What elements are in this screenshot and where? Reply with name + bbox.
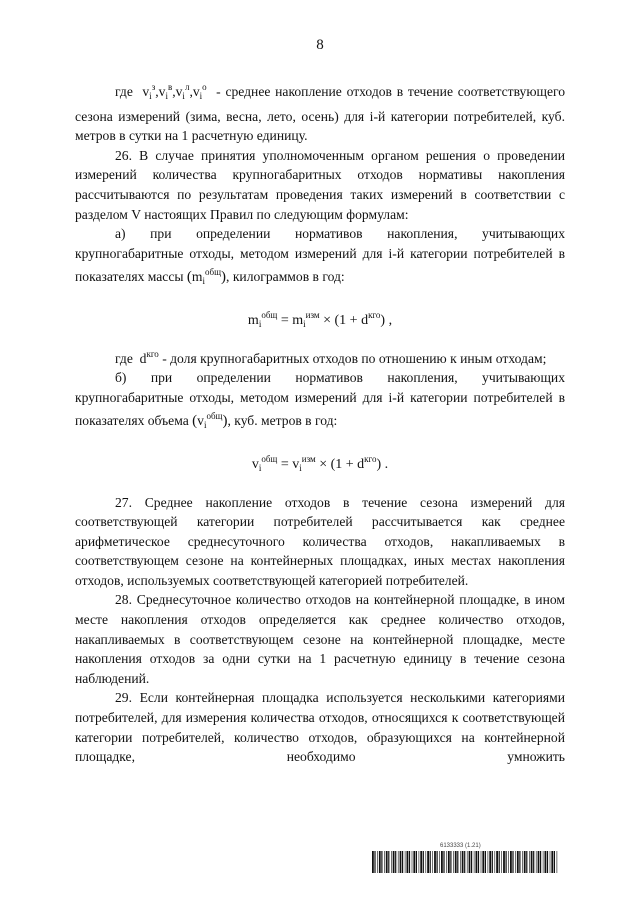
paragraph-a: а) при определении нормативов накопления, учитывающих крупногабаритные отходы, методом измерений для i-й категории потребителей в показателях массы $(m_i^{общ})$, килограммов в год: [75, 226, 565, 287]
paragraph-text: - среднее накопление отходов в течение соответствующего сезона измерений (зима, весна, лето, осень) для i-й категории потребителей, куб. метров в сутки на 1 расчетную единицу. [75, 84, 566, 144]
paragraph-seasonal-accumulation: где $v_i^з,v_i^в,v_i^л,v_i^о$ - среднее накопление отходов в течение соответствующего сезона измерений (зима, весна, лето, осень) для i-й категории потребителей, куб. метров в сутки на 1 расчетную единицу. [75, 82, 566, 144]
document-body [75, 78, 565, 767]
symbol-v-autumn: $v_i^о$ [192, 82, 207, 101]
paragraph-27: 27. Среднее накопление отходов в течение сезона измерений для соответствующей категории потребителей рассчитывается как среднее арифметическое среднесуточного количества отходов, накапливаемых в соответствующем сезоне на контейнерных площадках, иных местах накопления отходов, используемых соответствующей категорией потребителей. [75, 494, 565, 588]
barcode-label: 6133333 (1.21) [440, 843, 481, 849]
paragraph-d-definition: где $d^{кго}$ - доля крупногабаритных отходов по отношению к иным отходам; [115, 348, 547, 366]
paragraph-26: 26. В случае принятия уполномоченным органом решения о проведении измерений количества крупногабаритных отходов нормативы накопления рассчитываются по результатам проведения таких измерений в соответствии с разделом V настоящих Правил по следующим формулам: [75, 147, 565, 222]
symbol-v-total: $v_i^{общ}$ [197, 411, 223, 431]
symbol-v-summer: $v_i^л$ [175, 82, 190, 101]
where-word: где [115, 84, 133, 99]
page-number: 8 [316, 37, 324, 53]
paragraph-29: 29. Если контейнерная площадка используется несколькими категориями потребителей, для измерения количества отходов, относящихся к соответствующей категории потребителей, количество отходов, образующихся на контейнерной площадке, необходимо умножить [75, 690, 565, 765]
symbol-d-bulky: $d^{кго}$ [139, 348, 159, 366]
formula-mass: $m_i^{общ} = m_i^{изм} \times (1 + d^{кго})$ , [247, 309, 393, 329]
symbol-m-total: $m_i^{общ}$ [191, 267, 222, 287]
paragraph-b: б) при определении нормативов накопления, учитывающих крупногабаритные отходы, методом измерений для i-й категории потребителей в показателях объема $(v_i^{общ})$, куб. метров в год: [75, 370, 565, 431]
paragraph-28: 28. Среднесуточное количество отходов на контейнерной площадке, в ином месте накопления отходов определяется как среднее количество отходов, накапливаемых в соответствующем сезоне на контейнерной площадке, месте накопления отходов за одни сутки на 1 расчетную единицу в течение сезона наблюдений. [75, 592, 565, 686]
barcode-image [372, 851, 558, 873]
formula-volume: $v_i^{общ} = v_i^{изм} \times (1 + d^{кго})$ . [251, 453, 389, 473]
symbol-v-winter: $v_i^з$ [142, 82, 156, 101]
symbol-v-spring: $v_i^в$ [158, 82, 173, 101]
